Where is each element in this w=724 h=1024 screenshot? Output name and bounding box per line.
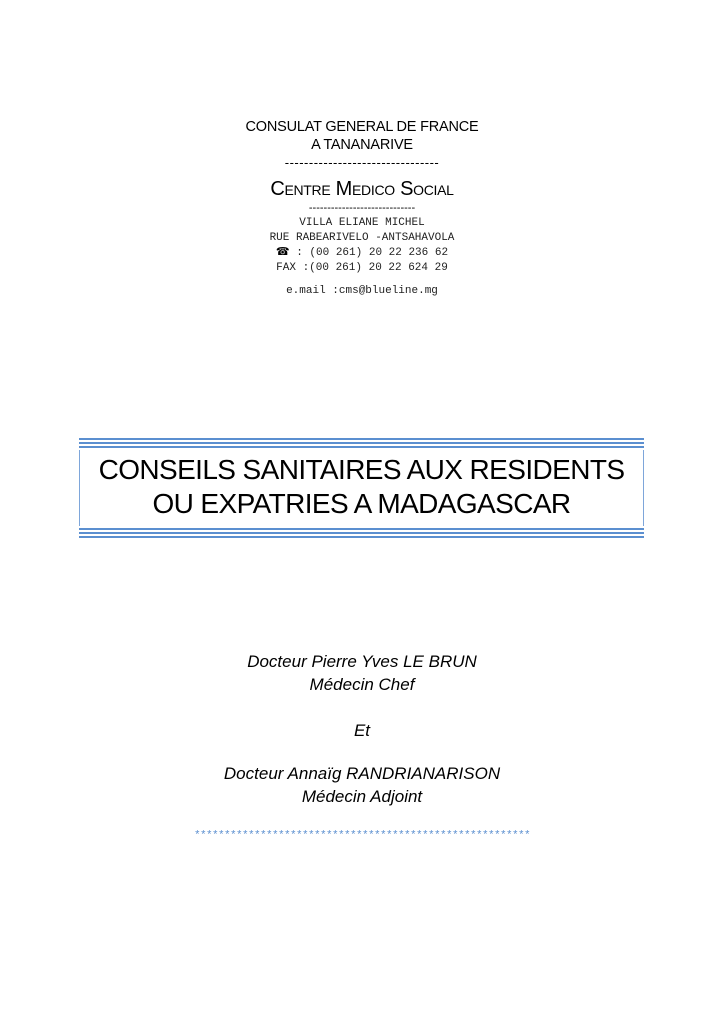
title-line-1: CONSEILS SANITAIRES AUX RESIDENTS	[98, 454, 625, 485]
title-line-2: OU EXPATRIES A MADAGASCAR	[152, 488, 571, 519]
centre-separator: -----------------------------	[308, 202, 416, 214]
authors-block	[0, 650, 724, 808]
email-line: e.mail :cms@blueline.mg	[286, 285, 438, 297]
document-title	[79, 453, 644, 521]
author1-name: Docteur Pierre Yves LE BRUN	[247, 652, 477, 671]
author1-role: Médecin Chef	[309, 675, 415, 694]
conjunction: Et	[353, 721, 371, 740]
phone-line	[0, 245, 724, 261]
author2-name: Docteur Annaïg RANDRIANARISON	[223, 764, 501, 783]
consulate-city: A TANANARIVE	[311, 137, 413, 153]
top-stripe-3	[79, 446, 644, 448]
title-box	[79, 438, 644, 540]
consulate-name: CONSULAT GENERAL DE FRANCE	[245, 119, 479, 135]
phone-number: : (00 261) 20 22 236 62	[289, 247, 449, 259]
header-separator: --------------------------------	[284, 155, 440, 170]
bottom-stripe-3	[79, 536, 644, 538]
address-line-1: VILLA ELIANE MICHEL	[299, 217, 425, 229]
top-stripe-2	[79, 442, 644, 444]
bottom-stripe-2	[79, 532, 644, 534]
letterhead	[0, 118, 724, 299]
bottom-stripe-1	[79, 528, 644, 530]
address-line-2: RUE RABEARIVELO -ANTSAHAVOLA	[269, 231, 455, 244]
author2-role: Médecin Adjoint	[301, 787, 423, 806]
fax-line: FAX :(00 261) 20 22 624 29	[276, 261, 448, 274]
centre-title: Centre Medico Social	[270, 178, 454, 200]
phone-icon: ☎	[275, 245, 290, 258]
top-stripe-1	[79, 438, 644, 440]
star-divider: ********************************************************	[193, 830, 531, 842]
